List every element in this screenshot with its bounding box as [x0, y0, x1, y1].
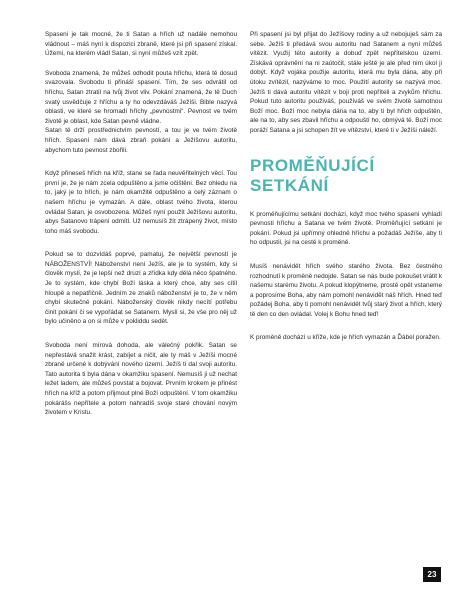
- paragraph: Svoboda znamená, že můžeš odhodit pouta hříchu, která tě dosud svazovala. Svobodu ti přináší spasení. Tím, že ses odvrátil od hříchu, Satan ztratil na tvůj život vliv. Pokání znamená, že tě Duch svatý usvědčuje z hříchu a ty ho odevzdáváš Ježíši. Bible nazývá oblasti, ve které se hromadí hříchy „pevnostmi“. Pevnost ve tvém životě je oblast, kde Satan pevně vládne.: [45, 69, 237, 125]
- page-number: 23: [423, 567, 441, 582]
- paragraph: Když přineseš hřích na kříž, stane se řada neuvěřitelných věcí. Tou první je, že je nám zcela odpuštěno a jsme očištěni. Bez ohledu na to, jaký je to hřích, je nám okamžitě odpuštěno a celý záznam o našem hříchu je vymazán. A dále, oblast tvého života, kterou ovládal Satan, je osvobozena. Můžeš nyní použít Ježíšovu autoritu, abys Satanovo trápení odmítl. Už nemusíš žít ztrápený život, místo toho máš svobodu.: [45, 170, 237, 235]
- left-column: [45, 30, 237, 428]
- paragraph: Pokud se to dozvídáš poprvé, pamatuj, že největší pevností je NÁBOŽENSTVÍ! Náboženství není Ježíš, ale je to systém, kdy si člověk myslí, že je lepší než druzí a zřídka kdy dělá něco špatného. Je to systém, kde chybí Boží láska a který chce, aby ses cítil hloupě a nepatřičně. Jedním ze znaků náboženství je to, že v něm chybí skutečné pokání. Náboženský člověk nikdy necítí potřebu činit pokání či se vypořádat se Satanem. Myslí si, že vše pro něj už bylo učiněno a on si může v pokliddu sedět.: [45, 251, 237, 326]
- paragraph: Musíš nenávidět hřích svého starého života. Bez čestného rozhodnutí k proměně nedojde. Satan se nás bude pokoušet vrátit k našemu starému životu. A pokud klopýtneme, prostě opět vstaneme a poprosíme Boha, aby nám pomohl nenávidět náš hřích. Hned teď požádej Boha, aby ti pomohl nenávidět tvůj starý život a hřích, který tě den co den ovládal. Volej k Bohu hned teď!: [250, 262, 442, 318]
- paragraph: Spaseni je tak mocné, že ti Satan a hřích už nadále nemohou vládnout – máš nyní k dispozici zbraně, které jsi při spasení získal. Úžemi, na kterém vládl Satan, si nyní můžeš vzít zpět.: [45, 31, 237, 58]
- paragraph: Svoboda není mírová dohoda, ale válečný pokřik. Satan se nepřestává snažit krást, zabíjet a ničit, ale ty máš v Ježíši mocné zbraně určené k dobývání nového území. Ježíš ti dal svoji autoritu. Tato autorita ti byla dána v okamžiku spasení. Nemusíš ji už nechat ležet ladem, ale můžeš povstat a bojovat. Prvním krokem je přinést hřích na kříž a potom přijmout plné Boží odpuštění. V tom okamžiku pokárášs nepřítele a potom nahradíš svoje staré chování novým životem v Kristu.: [45, 342, 237, 417]
- right-column: [250, 30, 442, 353]
- paragraph: Satan tě drží prostřednictvím pevností, a tou je ve tvém životě hřích. Spasení nám dává zbraň pokání a Ježíšovu autoritu, abychom tuto pevnost zbořili.: [45, 127, 237, 154]
- paragraph: K proměně dochází u kříže, kde je hřích vymazán a Ďábel poražen.: [250, 334, 441, 342]
- section-heading: PROMĚŇUJÍCÍ SETKÁNÍ: [250, 155, 375, 195]
- paragraph: K proměňujícímu setkání dochází, když moc tvého spasení vyhladí pevnosti hříchu a Satana ve tvém životě. Proměňující setkání je pokání. Pokud jsi upřímný ohledně hříchu a požádáš Ježíše, aby ti ho odpustil, jsi na cestě k proměně.: [250, 210, 442, 247]
- paragraph: Při spasení jsi byl přijat do Ježíšovy rodiny a už nebojuješ sám za sebe. Ježíš ti předává svou autoritu nad Satanem a nyní můžeš vítězit. Využij této autority a dobuď zpět nepřítelskou území. Získává oprávnění na ni zaútočit, stále ještě je ale před nim úkol ji dobýt. Když vojáka použije autoritu, která mu byla dána, aby při útoku zvítězil, nazýváme to moc. Použití autority se nazývá moc. Ježíš ti dává autoritu vítězit v boji proti nepříteli a zvykům hříchu. Pokud tuto autoritu používáš, používáš ve svém životě samotnou Boží moc. Boží moc nebyla dána na to, aby ti byl hřích odpuštěn, ale na to, aby ses zbavil hříchu a odpouští ho, obmývá tě. Boží moc poráží Satana a jsi schopen žít ve vítězství, které ti v Ježíši náleží.: [250, 31, 442, 134]
